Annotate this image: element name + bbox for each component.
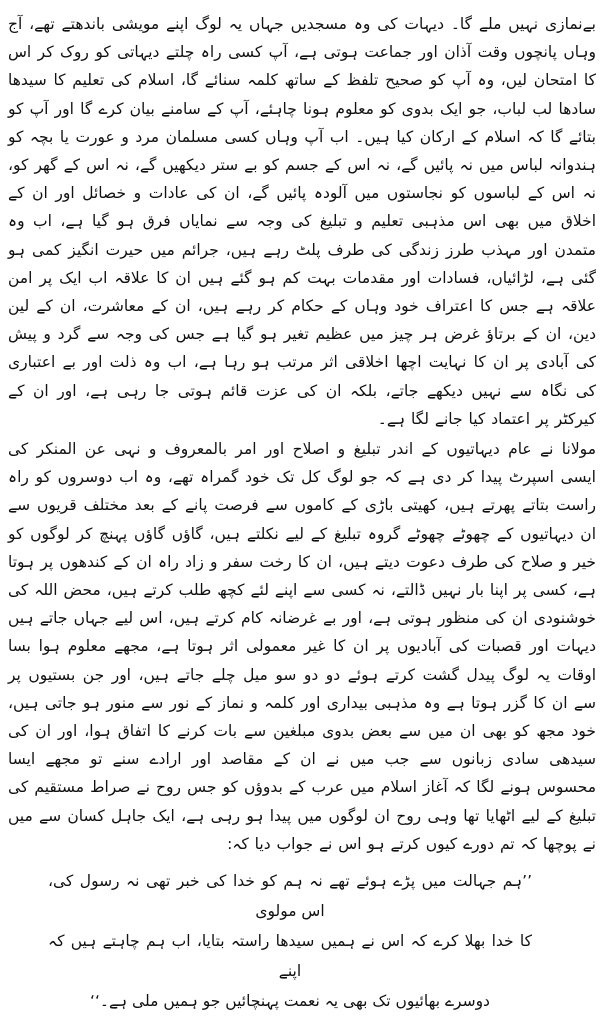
quote-line-2: کا خدا بھلا کرے کہ اس نے ہمیں سیدھا راستہ بتایا، اب ہم چاہتے ہیں کہ اپنے — [48, 932, 532, 981]
paragraph-2: مولانا نے عام دیہاتیوں کے اندر تبلیغ و اصلاح اور امر بالمعروف و نہی عن المنکر کی ایسی اسپرٹ پیدا کر دی ہے کہ جو لوگ کل تک خود گمراہ تھے، وہ اب دوسروں کو راہ راست بتاتے پھرتے ہیں، کھیتی باڑی کے کاموں سے فرصت پانے کے بعد مختلف قریوں سے ان دیہاتیوں کے چھوٹے چھوٹے گروہ تبلیغ کے لیے نکلتے ہیں، گاؤں گاؤں پہنچ کر لوگوں کو خیر و صلاح کی طرف دعوت دیتے ہیں، ان کا رخت سفر و زاد راہ ان کے کندھوں پر ہوتا ہے، کسی پر اپنا بار نہیں ڈالتے، نہ کسی سے اپنے لئے کچھ طلب کرتے ہیں، محض اللہ کی خوشنودی ان کی منظور ہوتی ہے، اور بے غرضانہ کام کرتے ہیں، اس لیے جہاں جاتے ہیں دیہات اور قصبات کی آبادیوں پر ان کا غیر معمولی اثر ہوتا ہے، مجھے معلوم ہوا بسا اوقات یہ لوگ پیدل گشت کرتے ہوئے دو دو سو میل چلے جاتے ہیں، اور جن بستیوں پر سے ان کا گزر ہوتا ہے وہ مذہبی بیداری اور کلمہ و نماز کے نور سے منور ہو جاتی ہیں، خود مجھ کو بھی ان میں سے بعض بدوی مبلغین سے بات کرنے کا اتفاق ہوا، اور ان کی سیدھی سادی زبانوں سے جب میں نے ان کے مقاصد اور ارادے سنے تو مجھے ایسا محسوس ہونے لگا کہ آغاز اسلام میں عرب کے بدوؤں کو جس روح نے صراط مستقیم کی تبلیغ کے لیے اٹھایا تھا وہی روح ان لوگوں میں پیدا ہو رہی ہے، ایک جاہل کسان سے میں نے پوچھا کہ تم دورے کیوں کرتے ہو اس نے جواب دیا کہ: — [8, 440, 596, 853]
quote-line-3: دوسرے بھائیوں تک بھی یہ نعمت پہنچائیں جو ہمیں ملی ہے۔‘‘ — [90, 992, 490, 1011]
quote-line-1: ’’ہم جہالت میں پڑے ہوئے تھے نہ ہم کو خدا کی خبر تھی نہ رسول کی، اس مولوی — [48, 872, 532, 921]
paragraph-1: بےنمازی نہیں ملے گا۔ دیہات کی وہ مسجدیں جہاں یہ لوگ اپنے مویشی باندھتے تھے، آج وہاں پانچوں وقت آذان اور جماعت ہوتی ہے، آپ کسی راہ چلتے دیہاتی کو روک کر اس کا امتحان لیں، وہ آپ کو صحیح تلفظ کے ساتھ کلمہ سنائے گا، اسلام کی تعلیم کا سیدھا سادھا لب لباب، جو ایک بدوی کو معلوم ہونا چاہئے، آپ کے سامنے بیان کرے گا اور آپ کو بتائے گا کہ اسلام کے ارکان کیا ہیں۔ اب آپ وہاں کسی مسلمان مرد و عورت یا بچہ کو ہندوانہ لباس میں نہ پائیں گے، نہ اس کے جسم کو بے ستر دیکھیں گے، نہ اس کے گھر کو، نہ اس کے لباسوں کو نجاستوں میں آلودہ پائیں گے، ان کی عادات و خصائل اور ان کے اخلاق میں بھی اس مذہبی تعلیم و تبلیغ کی وجہ سے نمایاں فرق ہو گیا ہے، اب وہ متمدن اور مہذب طرز زندگی کی طرف پلٹ رہے ہیں، جرائم میں حیرت انگیز کمی ہو گئی ہے، لڑائیاں، فسادات اور مقدمات بہت کم ہو گئے ہیں ان کا علاقہ اب ایک پر امن علاقہ ہے جس کا اعتراف خود وہاں کے حکام کر رہے ہیں، ان کے معاشرت، ان کے لین دین، ان کے برتاؤ غرض ہر چیز میں عظیم تغیر ہو گیا ہے جس کی وجہ سے گرد و پیش کی آبادی پر ان کا نہایت اچھا اخلاقی اثر مرتب ہو رہا ہے، اب وہ ذلت اور بے اعتباری کی نگاہ سے نہیں دیکھے جاتے، بلکہ ان کی عزت قائم ہوتی جا رہی ہے، اور ان کے کیرکٹر پر اعتماد کیا جانے لگا ہے۔ — [8, 15, 596, 428]
block-quote — [48, 866, 532, 1016]
